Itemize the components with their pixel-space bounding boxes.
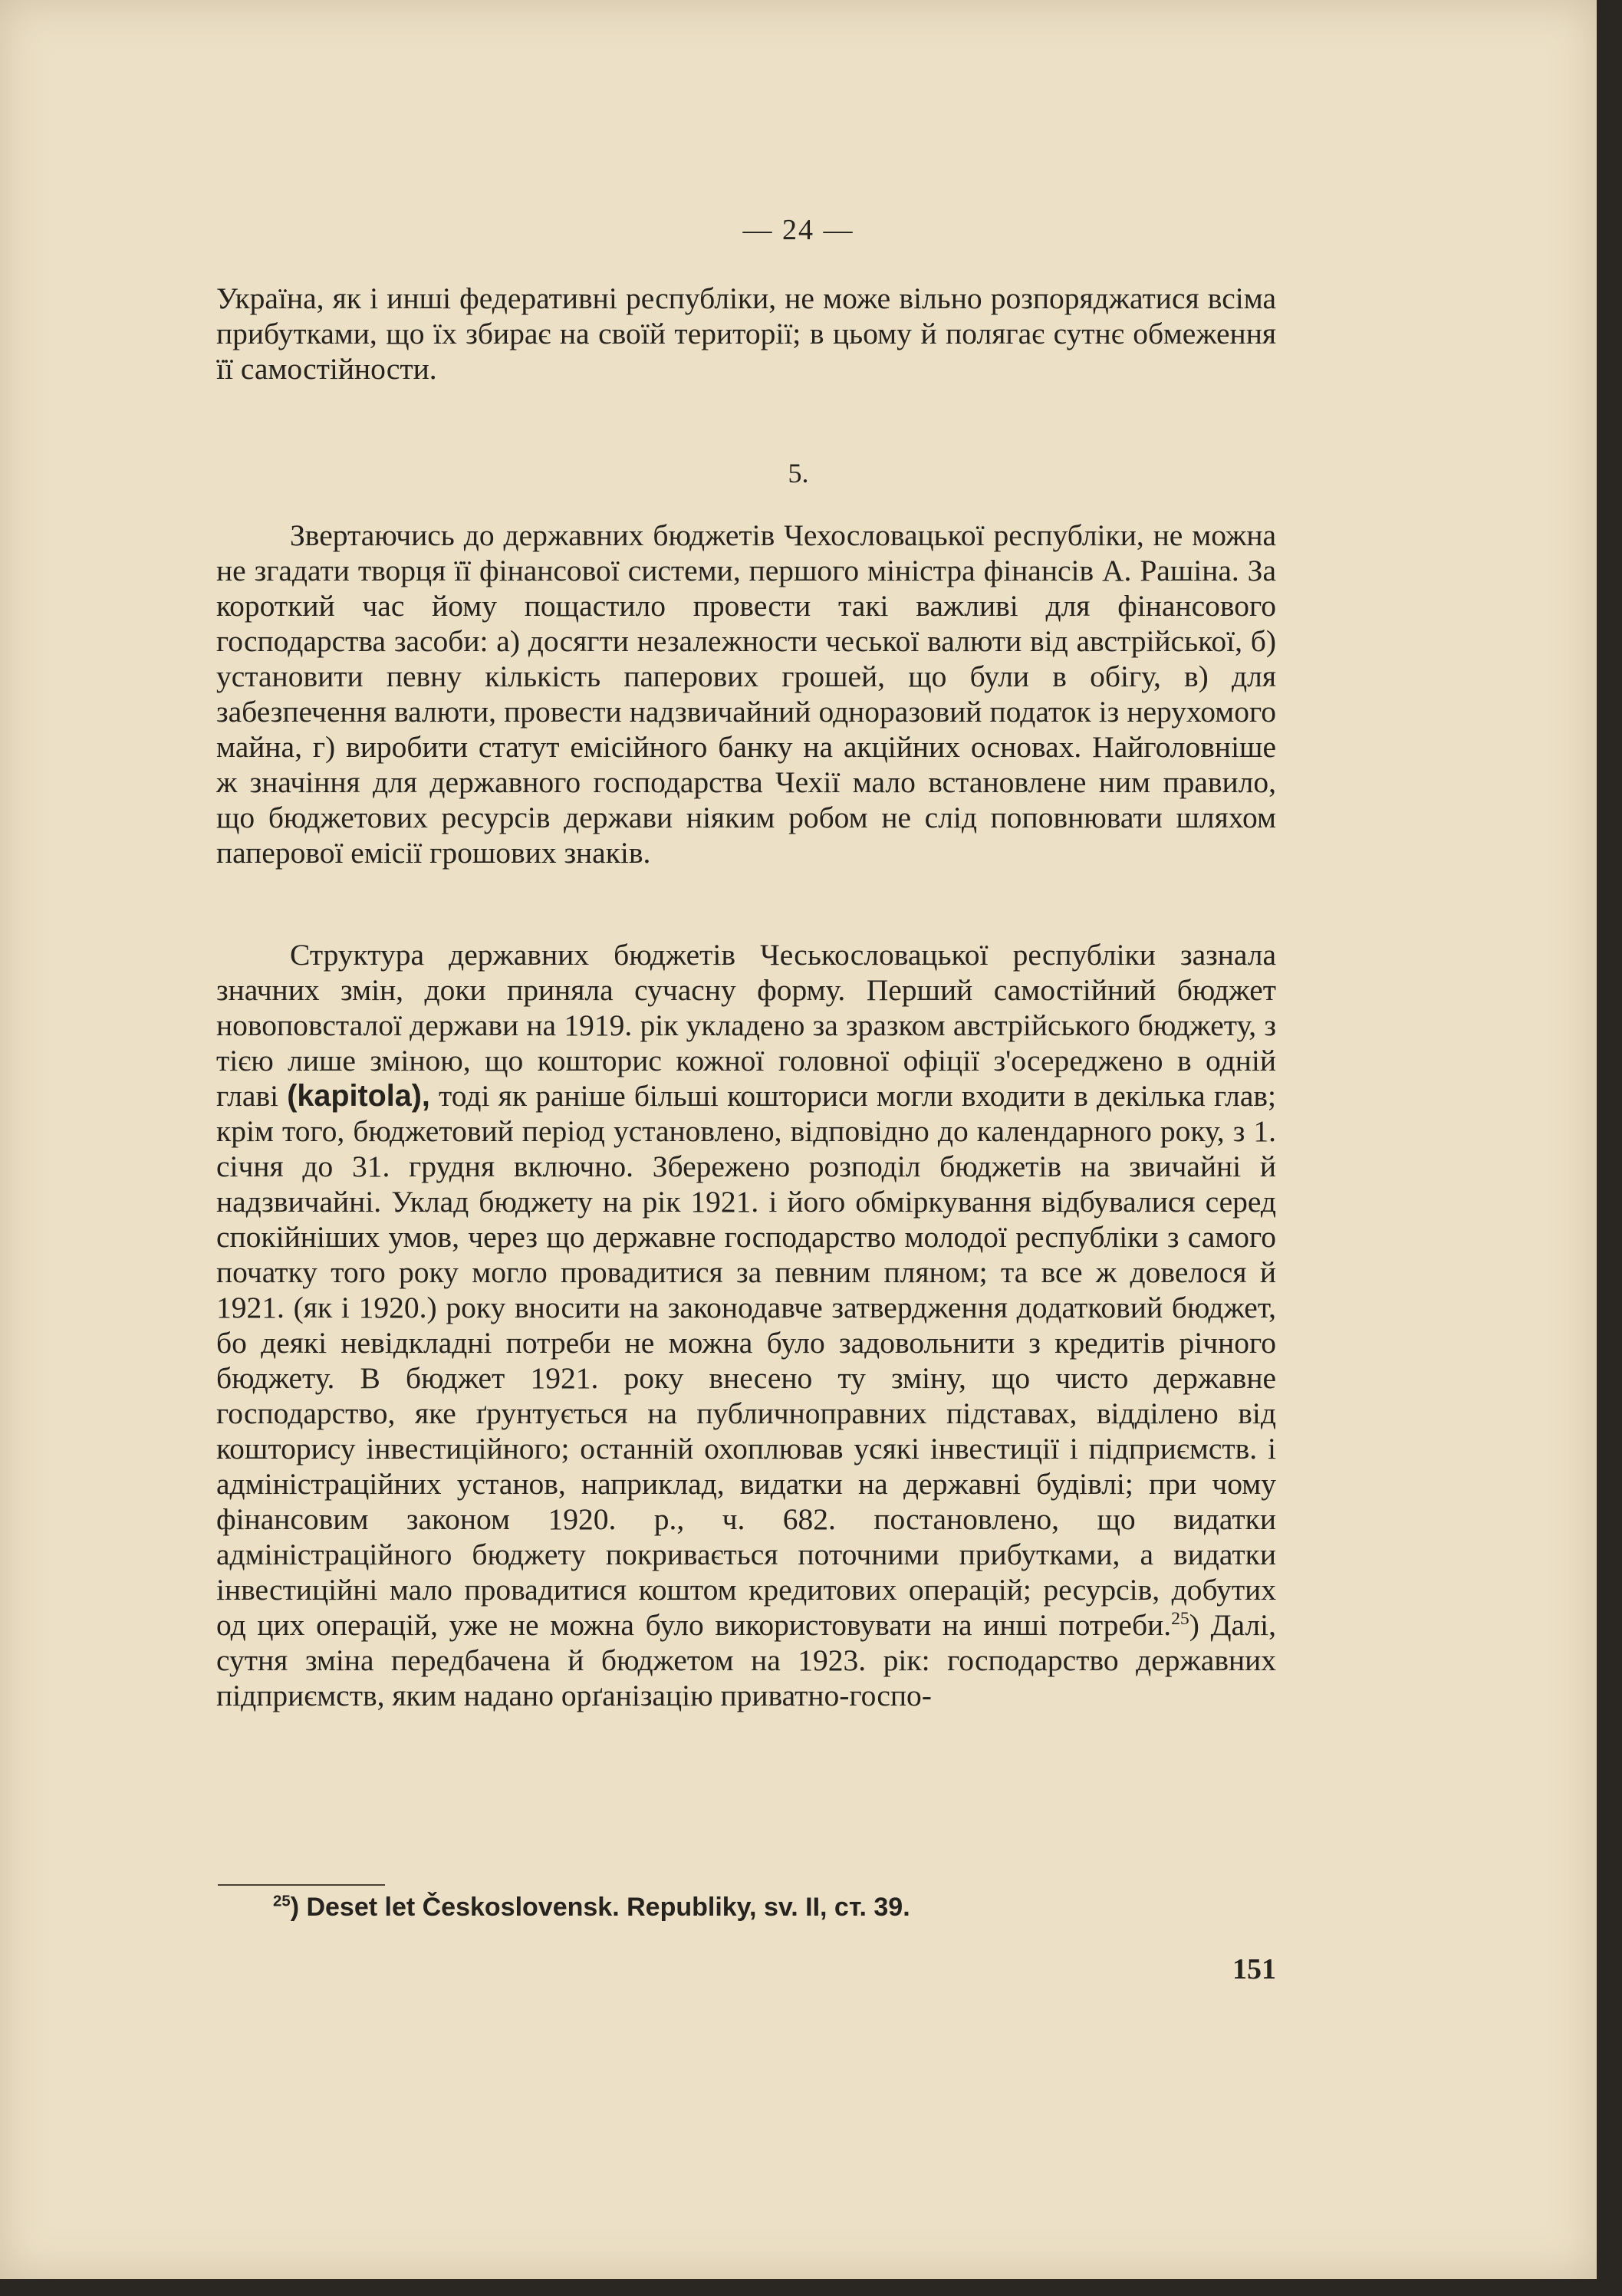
paragraph-1-text: Звертаючись до державних бюджетів Чехословацької республіки, не можна не згадати творця її фінансової системи, першого міністра фінансів А. Рашіна. За короткий час йому пощастило провести такі важливі для фінансового господарства засоби: а) досягти незалежности чеської валюти від австрійської, б) установити певну кількість паперових грошей, що були в обігу, в) для забезпечення валюти, провести надзвичайний одноразовий податок із нерухомого майна, г) виробити статут емісійного банку на акційних основах. Найголовніше ж значіння для державного господарства Чехії мало встановлене ним правило, що бюджетових ресурсів держави ніяким робом не слід поповнювати шляхом паперової емісії грошових знаків. xyxy=(216,518,1276,870)
paragraph-2-bold-term: (kapitola), xyxy=(287,1079,430,1113)
section-number: 5. xyxy=(788,458,809,488)
page-header-number: — 24 — xyxy=(742,214,854,246)
paragraph-2-part-b: тоді як раніше більші кошториси могли входити в декілька глав; крім того, бюджетовий період установлено, відповідно до календарного року, з 1. січня до 31. грудня включно. Збережено розподіл бюджетів на звичайні й надзвичайні. Уклад бюджету на рік 1921. і його обміркування відбувалися серед спокійніших умов, через що державне господарство молодої республіки з самого початку того року могло провадитися за певним пляном; та все ж довелося й 1921. (як і 1920.) року вносити на законодавче затвердження додатковий бюджет, бо деякі невідкладні потреби не можна було задовольнити з кредитів річного бюджету. В бюджет 1921. року внесено ту зміну, що чисто державне господарство, яке ґрунтується на публичноправних підставах, відділено від кошторису інвестиційного; останній охоплював усякі інвестиції і підприємств. і адміністраційних установ, наприклад, видатки на державні будівлі; при чому фінансовим законом 1920. р., ч. 682. постановлено, що видатки адміністраційного бюджету покривається поточними прибутками, а видатки інвестиційні мало провадитися коштом кредитових операцій; ресурсів, добутих од цих операцій, уже не можна було використовувати на инші потреби. xyxy=(216,1079,1276,1642)
paragraph-2-text xyxy=(216,937,1276,1713)
footnote-reference: 25 xyxy=(1171,1608,1189,1629)
paragraph-1 xyxy=(216,518,1276,870)
paragraph-2 xyxy=(216,937,1276,1713)
paragraph-2-part-a: Структура державних бюджетів Чеськословацької республіки зазнала значних змін, доки приняла сучасну форму. Перший самостійний бюджет новоповсталої держави на 1919. рік укладено за зразком австрійського бюджету, з тією лише зміною, що кошторис кожної головної офіції з'осереджено в одній главі xyxy=(216,938,1276,1113)
page-footer-number: 151 xyxy=(1232,1953,1276,1985)
footnote-divider xyxy=(218,1884,385,1886)
footnote-marker: 25 xyxy=(273,1893,291,1910)
intro-paragraph xyxy=(216,281,1276,387)
footnote xyxy=(273,1893,910,1923)
paragraph-2-part-c: ) Далі, сутня зміна передбачена й бюджетом на 1923. рік: господарство державних підприємств, яким надано орґанізацію приватно-госпо- xyxy=(216,1608,1276,1712)
footnote-text: ) Deset let Československ. Republiky, sv. II, ст. 39. xyxy=(290,1893,910,1922)
intro-text: Україна, як і инші федеративні республіки, не може вільно розпоряджатися всіма прибутками, що їх збирає на своїй території; в цьому й полягає сутнє обмеження її самостійности. xyxy=(216,281,1276,386)
